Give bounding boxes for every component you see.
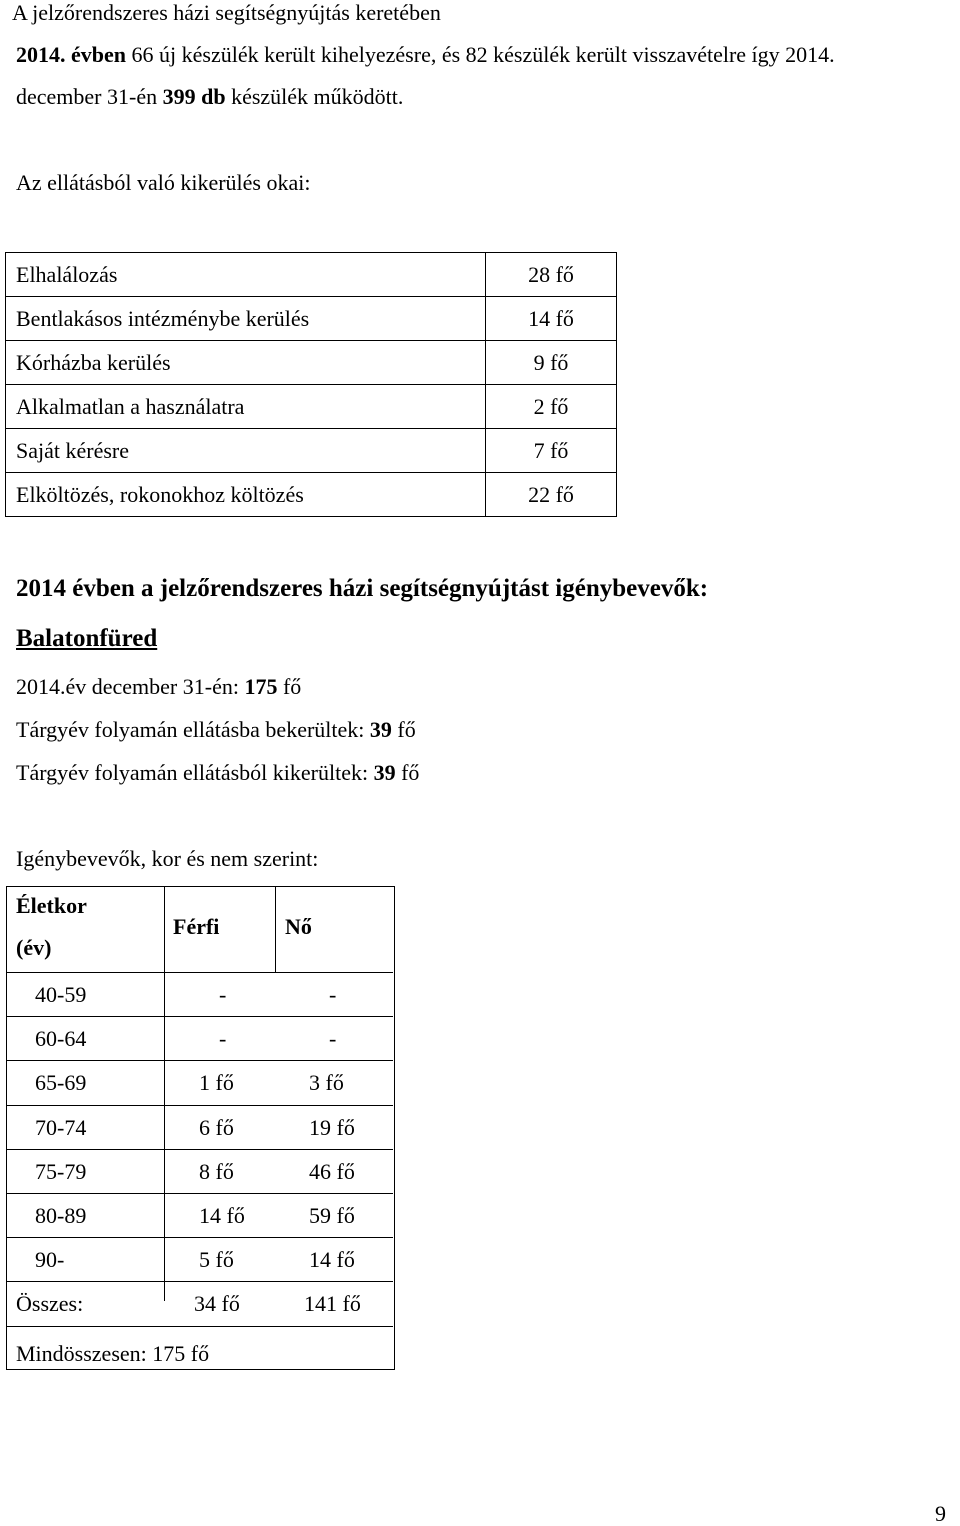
reason-label: Kórházba kerülés (6, 341, 486, 385)
female-cell: 14 fő (309, 1247, 355, 1273)
female-cell: 59 fő (309, 1203, 355, 1228)
intro-line-3 (16, 86, 403, 108)
female-cell: 46 fő (309, 1158, 355, 1184)
age-cell: 40-59 (35, 982, 87, 1007)
reason-label: Alkalmatlan a használatra (6, 385, 486, 429)
total-label: Összes: (16, 1291, 84, 1317)
reason-value: 2 fő (486, 385, 617, 429)
users-line-1-a: 2014.év december 31-én: (16, 674, 245, 699)
female-cell: 3 fő (309, 1070, 344, 1096)
reason-value: 7 fő (486, 429, 617, 473)
age-table-divider (275, 887, 276, 973)
age-cell: 60-64 (35, 1026, 87, 1052)
users-line-1-c: fő (277, 674, 302, 699)
male-cell: 1 fő (199, 1070, 234, 1096)
age-cell: 75-79 (35, 1158, 87, 1184)
intro-line-1: A jelzőrendszeres házi segítségnyújtás keretében (12, 0, 441, 25)
users-line-2 (16, 719, 416, 741)
intro-line-3-a: december 31-én (16, 84, 163, 109)
reason-label: Bentlakásos intézménybe kerülés (6, 297, 486, 341)
age-table-divider (7, 1281, 393, 1282)
intro-device-count: 399 db (162, 84, 226, 109)
users-total-count: 175 (244, 674, 278, 699)
users-line-2-c: fő (391, 717, 416, 742)
users-line-3-c: fő (395, 760, 420, 785)
reason-label: Saját kérésre (6, 429, 486, 473)
grand-total: Mindösszesen: 175 fő (16, 1341, 210, 1366)
total-male: 34 fő (194, 1291, 240, 1317)
age-table-divider (7, 1016, 393, 1017)
male-cell: - (219, 982, 227, 1007)
female-cell: 19 fő (309, 1114, 355, 1140)
age-cell: 70-74 (35, 1114, 87, 1140)
users-line-3-a: Tárgyév folyamán ellátásból kikerültek: (16, 760, 374, 785)
reason-row (6, 341, 617, 385)
age-table-divider (7, 1237, 393, 1238)
age-table-divider (7, 1105, 393, 1106)
users-line-3 (16, 762, 419, 784)
reason-row (6, 297, 617, 341)
reason-row (6, 253, 617, 297)
age-table-divider (7, 1326, 393, 1327)
male-cell: 5 fő (199, 1247, 234, 1273)
age-cell: 80-89 (35, 1203, 87, 1228)
reason-label: Elhalálozás (6, 253, 486, 297)
reason-value: 28 fő (486, 253, 617, 297)
reason-label: Elköltözés, rokonokhoz költözés (6, 473, 486, 517)
users-line-1 (16, 676, 301, 698)
col-female-header: Nő (285, 914, 312, 939)
page-number: 9 (935, 1501, 946, 1526)
users-heading: 2014 évben a jelzőrendszeres házi segítségnyújtást igénybevevők: (16, 575, 709, 602)
male-cell: 6 fő (199, 1114, 234, 1140)
female-cell: - (329, 982, 337, 1007)
age-cell: 65-69 (35, 1070, 87, 1096)
reason-row (6, 385, 617, 429)
reason-row (6, 473, 617, 517)
age-cell: 90- (35, 1247, 65, 1273)
users-left-count: 39 (373, 760, 396, 785)
intro-line-2-text: 66 új készülék került kihelyezésre, és 82 készülék került visszavételre így 2014. (126, 42, 835, 67)
reason-value: 14 fő (486, 297, 617, 341)
reason-value: 9 fő (486, 341, 617, 385)
reasons-table (5, 252, 617, 517)
age-table-divider (7, 972, 393, 973)
age-table-title: Igénybevevők, kor és nem szerint: (16, 846, 319, 871)
reason-row (6, 429, 617, 473)
age-table-divider (7, 1193, 393, 1194)
male-cell: 14 fő (199, 1203, 245, 1228)
age-table (6, 886, 395, 1370)
reasons-title: Az ellátásból való kikerülés okai: (16, 170, 311, 195)
reason-value: 22 fő (486, 473, 617, 517)
male-cell: 8 fő (199, 1158, 234, 1184)
age-table-divider (7, 1149, 393, 1150)
intro-line-3-c: készülék működött. (225, 84, 404, 109)
male-cell: - (219, 1026, 227, 1052)
col-male-header: Férfi (173, 914, 220, 939)
col-age-unit: (év) (16, 935, 52, 960)
users-line-2-a: Tárgyév folyamán ellátásba bekerültek: (16, 717, 370, 742)
female-cell: - (329, 1026, 337, 1052)
age-table-divider (164, 887, 165, 1301)
intro-line-2 (16, 44, 835, 66)
intro-year: 2014. évben (16, 42, 126, 67)
users-location: Balatonfüred (16, 625, 158, 652)
total-female: 141 fő (304, 1291, 361, 1317)
col-age-header: Életkor (16, 893, 87, 918)
age-table-divider (7, 1060, 393, 1061)
users-entered-count: 39 (369, 717, 392, 742)
